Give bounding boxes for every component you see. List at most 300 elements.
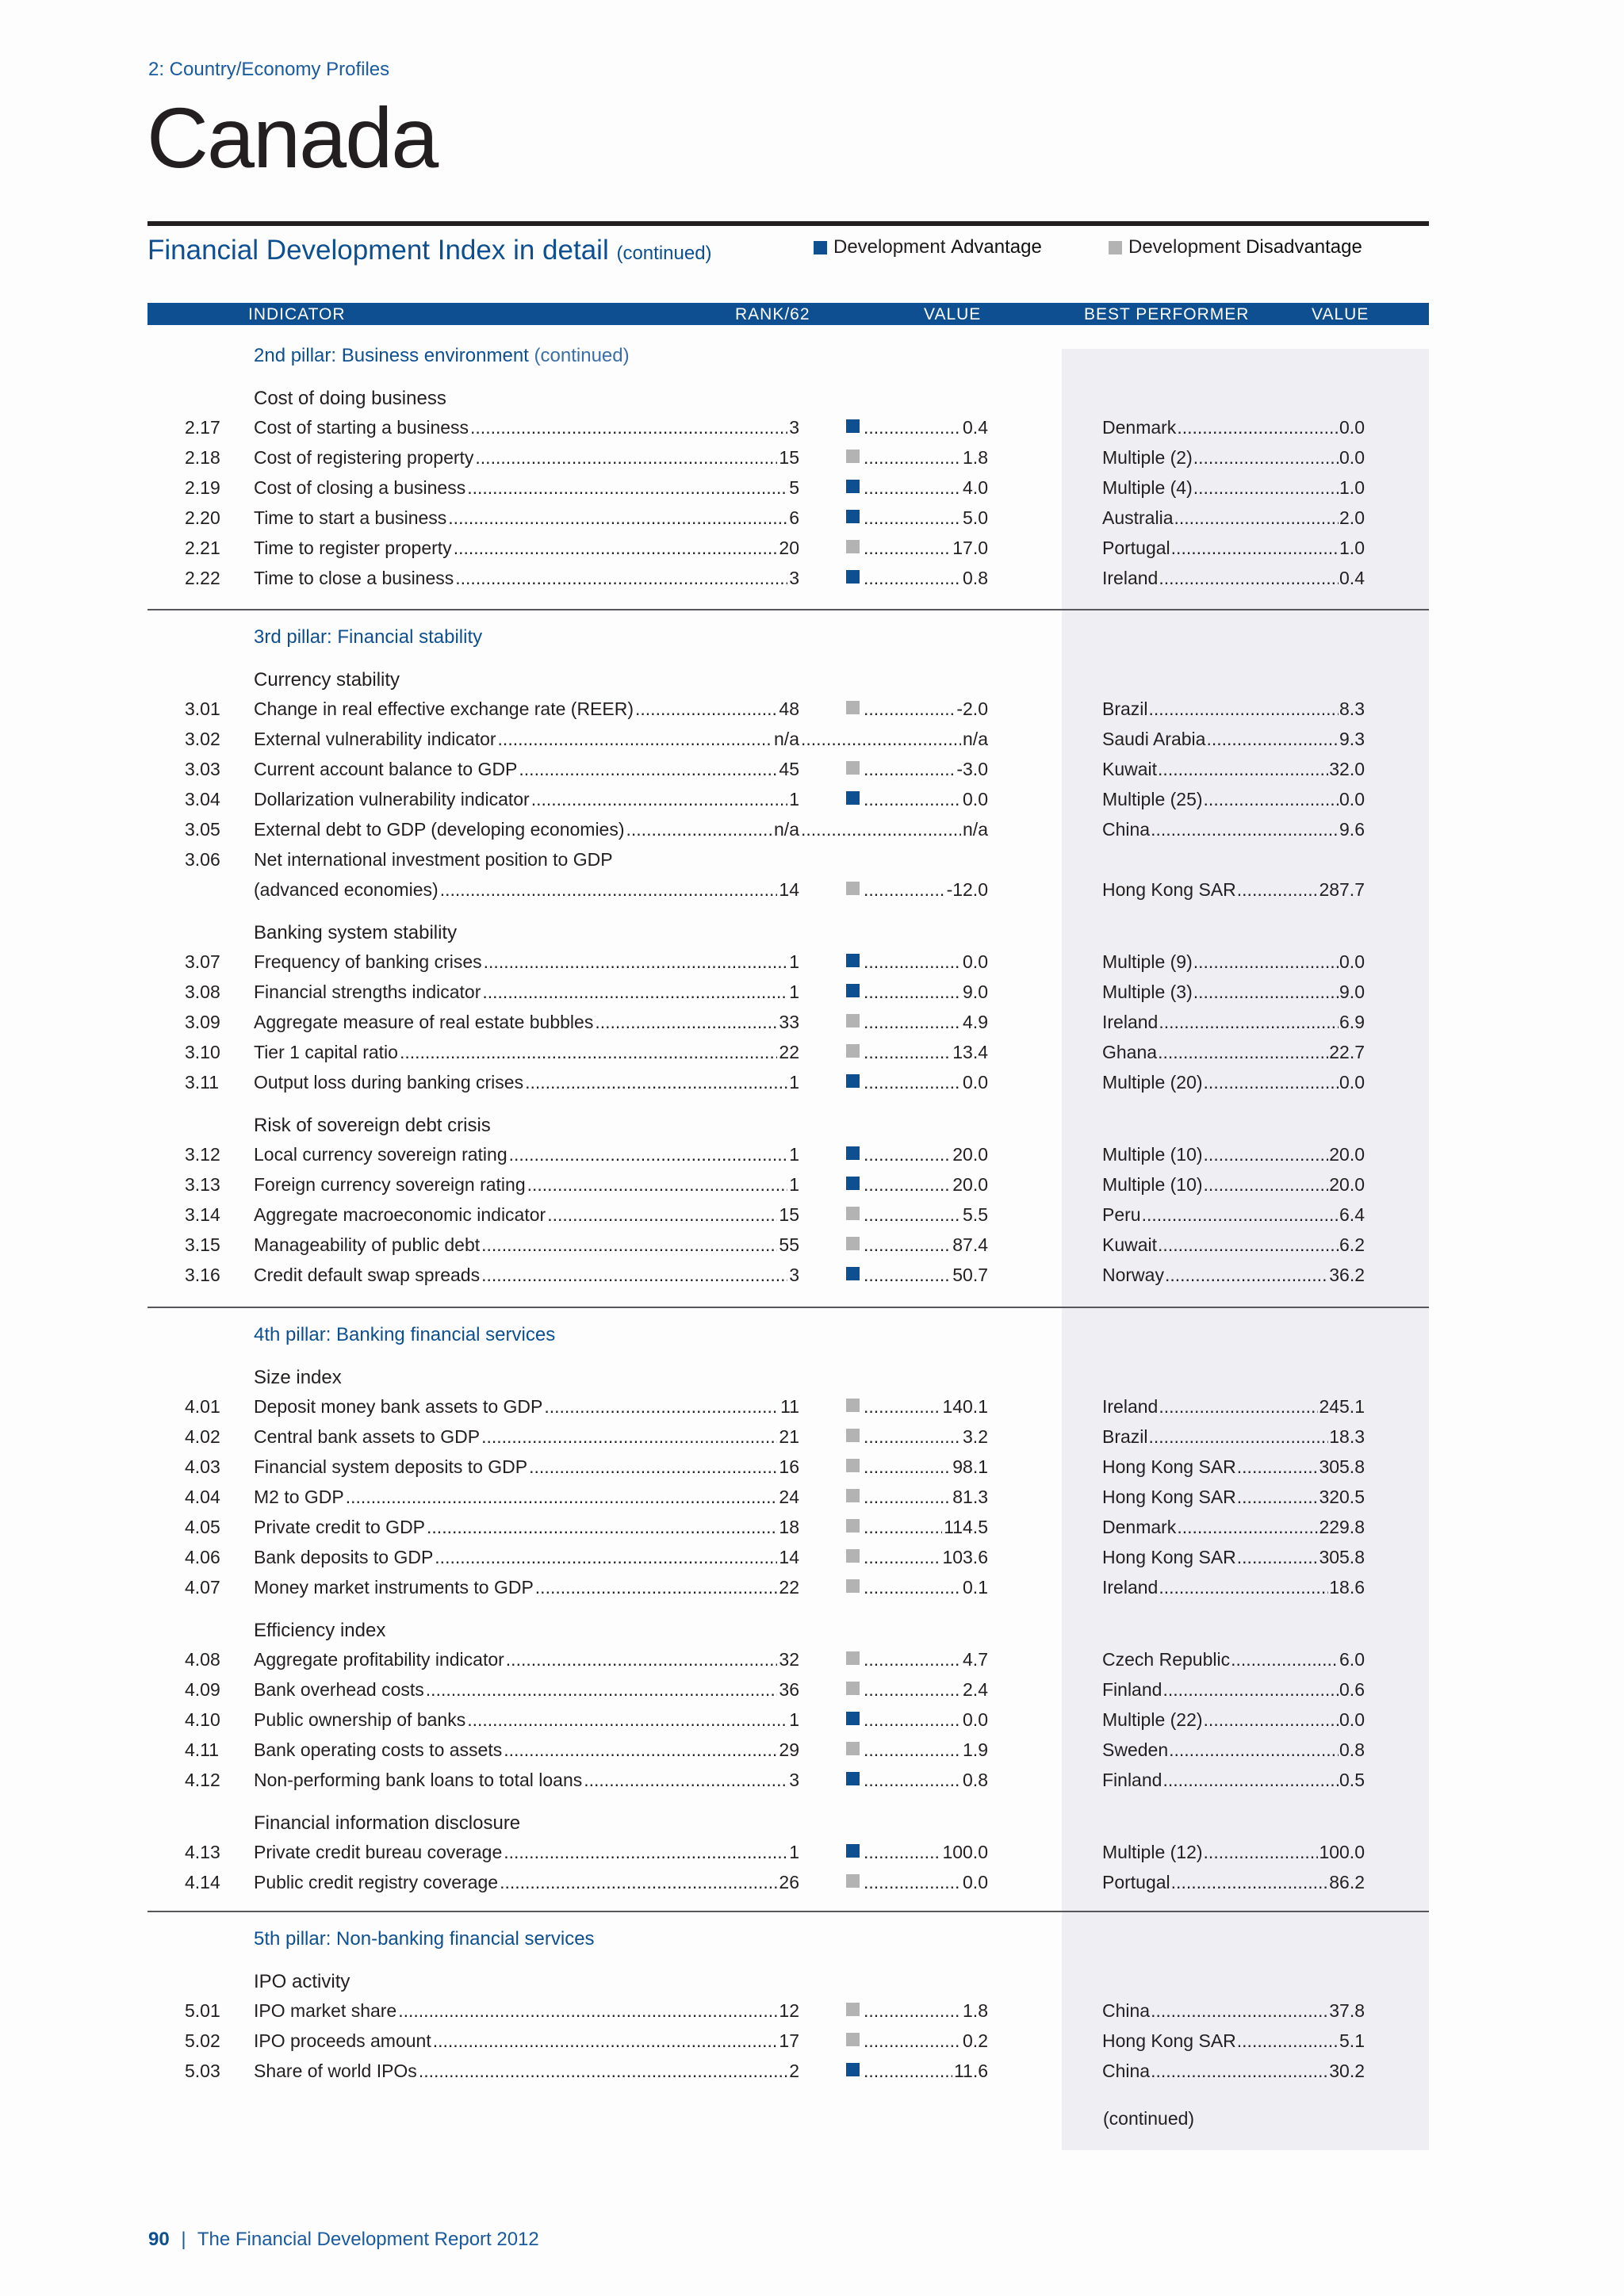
disadvantage-square-icon	[846, 701, 860, 714]
table-row	[0, 2061, 1624, 2089]
indicator-number: 3.03	[185, 759, 220, 779]
leader-dots	[626, 819, 773, 840]
leader-dots	[864, 538, 951, 559]
best-performer-name: Multiple (12)	[1102, 1842, 1203, 1862]
leader-dots	[864, 1426, 961, 1448]
disadvantage-square-icon	[846, 1459, 860, 1472]
leader-dots	[864, 789, 961, 810]
value-field	[864, 1517, 988, 1538]
rank-value: 32	[779, 1649, 799, 1670]
indicator-label-text: Time to register property	[254, 538, 452, 558]
indicator-label-text: Financial system deposits to GDP	[254, 1456, 528, 1477]
leader-dots	[467, 1709, 787, 1731]
disadvantage-square-icon	[846, 540, 860, 553]
rank-value: 17	[779, 2030, 799, 2051]
value-field	[864, 1042, 988, 1063]
page-footer	[148, 2229, 539, 2251]
rank-value: 3	[789, 1770, 799, 1790]
indicator-value: 0.0	[963, 1709, 988, 1730]
indicator-label	[254, 698, 799, 720]
report-title: The Financial Development Report 2012	[197, 2229, 539, 2250]
table-row	[0, 1072, 1624, 1100]
best-performer	[1102, 1487, 1365, 1508]
table-row	[0, 1739, 1624, 1768]
advantage-square-icon	[846, 954, 860, 967]
best-performer-name: Hong Kong SAR	[1102, 1487, 1236, 1507]
best-performer-value: 6.2	[1339, 1234, 1365, 1255]
leader-dots	[595, 1012, 777, 1033]
best-performer	[1102, 1649, 1365, 1670]
table-row	[0, 729, 1624, 757]
best-performer-name: Multiple (2)	[1102, 447, 1193, 468]
leader-dots	[506, 1649, 778, 1670]
best-performer-name: Australia	[1102, 507, 1174, 528]
value-field	[864, 477, 988, 499]
leader-dots	[864, 951, 961, 973]
indicator-value: 0.8	[963, 1770, 988, 1790]
advantage-square-icon	[846, 570, 860, 584]
best-performer-value: 0.0	[1339, 951, 1365, 972]
disadvantage-square-icon	[846, 1044, 860, 1058]
header-rank: RANK/62	[735, 305, 810, 323]
leader-dots	[547, 1204, 777, 1226]
indicator-value: 11.6	[953, 2061, 988, 2081]
pillar-title	[254, 1928, 595, 1950]
group-heading: IPO activity	[254, 1971, 350, 1992]
leader-dots	[504, 1739, 777, 1761]
leader-dots	[801, 729, 961, 750]
leader-dots	[535, 1577, 778, 1598]
best-performer-value: 305.8	[1319, 1456, 1365, 1477]
rank-value: 1	[789, 1174, 799, 1195]
table-row	[0, 819, 1624, 848]
best-performer-name: Denmark	[1102, 417, 1177, 438]
disadvantage-square-icon	[846, 1579, 860, 1593]
header-value: VALUE	[924, 305, 982, 323]
value-field	[864, 2000, 988, 2022]
rank-value: 2	[789, 2061, 799, 2081]
indicator-label	[254, 879, 799, 901]
leader-dots	[1204, 1072, 1339, 1093]
best-performer	[1102, 1709, 1365, 1731]
indicator-label	[254, 447, 799, 469]
table-row	[0, 1456, 1624, 1485]
section-divider	[147, 1307, 1429, 1308]
table-row	[0, 1577, 1624, 1605]
indicator-number: 5.01	[185, 2000, 220, 2021]
best-performer-value: 0.4	[1339, 568, 1365, 588]
indicator-label-text: Output loss during banking crises	[254, 1072, 524, 1093]
leader-dots	[864, 1709, 961, 1731]
value-field	[864, 951, 988, 973]
best-performer-value: 2.0	[1339, 507, 1365, 528]
value-field	[864, 1547, 988, 1568]
indicator-label-text: (advanced economies)	[254, 879, 439, 900]
legend-advantage	[814, 236, 1042, 258]
best-performer	[1102, 447, 1365, 469]
value-field	[864, 1679, 988, 1701]
indicator-number: 3.01	[185, 698, 220, 719]
best-performer-value: 305.8	[1319, 1547, 1365, 1567]
best-performer-name: Saudi Arabia	[1102, 729, 1206, 749]
indicator-value: 17.0	[952, 538, 988, 558]
best-performer-name: Multiple (22)	[1102, 1709, 1203, 1730]
leader-dots	[864, 1042, 951, 1063]
table-header	[147, 303, 1429, 325]
indicator-label	[254, 1517, 799, 1538]
indicator-value: -3.0	[956, 759, 988, 779]
leader-dots	[1237, 1487, 1319, 1508]
leader-dots	[1158, 1234, 1339, 1256]
rank-value: 1	[789, 789, 799, 809]
best-performer-value: 320.5	[1319, 1487, 1365, 1507]
table-row	[0, 1517, 1624, 1545]
disadvantage-square-icon	[846, 1549, 860, 1563]
indicator-number: 4.12	[185, 1770, 220, 1790]
rank-value: 3	[789, 417, 799, 438]
rank-value: 14	[779, 1547, 799, 1567]
leader-dots	[398, 2000, 777, 2022]
advantage-swatch-icon	[814, 241, 827, 254]
best-performer	[1102, 1012, 1365, 1033]
indicator-number: 3.08	[185, 982, 220, 1002]
leader-dots	[864, 568, 961, 589]
indicator-label	[254, 1649, 799, 1670]
indicator-value: 4.9	[963, 1012, 988, 1032]
best-performer-name: Ireland	[1102, 1012, 1159, 1032]
indicator-number: 3.11	[185, 1072, 220, 1093]
indicator-label	[254, 568, 799, 589]
best-performer-value: 32.0	[1329, 759, 1365, 779]
leader-dots	[454, 538, 778, 559]
rank-value: 15	[779, 1204, 799, 1225]
leader-dots	[519, 759, 777, 780]
leader-dots	[1151, 2000, 1328, 2022]
leader-dots	[864, 1174, 951, 1196]
best-performer	[1102, 1265, 1365, 1286]
best-performer-value: 0.0	[1339, 1072, 1365, 1093]
indicator-label-text: Public credit registry coverage	[254, 1872, 499, 1892]
value-field	[864, 1872, 988, 1893]
leader-dots	[864, 2030, 961, 2052]
disadvantage-square-icon	[846, 1014, 860, 1027]
indicator-number: 4.11	[185, 1739, 220, 1760]
indicator-value: 81.3	[952, 1487, 988, 1507]
disadvantage-square-icon	[846, 1742, 860, 1755]
indicator-value: -2.0	[956, 698, 988, 719]
indicator-number: 3.06	[185, 849, 220, 870]
best-performer-name: Multiple (10)	[1102, 1144, 1203, 1165]
best-performer	[1102, 1577, 1365, 1598]
rank-value: n/a	[774, 729, 799, 749]
rank-value: 6	[789, 507, 799, 528]
indicator-label	[254, 1872, 799, 1893]
section-divider	[147, 609, 1429, 610]
rank-value: n/a	[774, 819, 799, 840]
indicator-number: 3.04	[185, 789, 220, 809]
leader-dots	[1158, 759, 1328, 780]
best-performer	[1102, 951, 1365, 973]
leader-dots	[1159, 568, 1339, 589]
best-performer-value: 9.6	[1339, 819, 1365, 840]
indicator-number: 3.07	[185, 951, 220, 972]
leader-dots	[482, 982, 787, 1003]
section-title	[147, 235, 712, 266]
best-performer	[1102, 1144, 1365, 1165]
advantage-square-icon	[846, 1844, 860, 1858]
indicator-label-text: Private credit to GDP	[254, 1517, 426, 1537]
value-field	[864, 982, 988, 1003]
leader-dots	[467, 477, 787, 499]
best-performer	[1102, 819, 1365, 840]
table-row	[0, 1144, 1624, 1173]
best-performer	[1102, 1456, 1365, 1478]
disadvantage-square-icon	[846, 882, 860, 895]
table-row	[0, 1842, 1624, 1870]
indicator-label-text: Cost of starting a business	[254, 417, 469, 438]
indicator-value: 103.6	[942, 1547, 988, 1567]
best-performer-name: China	[1102, 819, 1151, 840]
pillar-title-text: 4th pillar: Banking financial services	[254, 1324, 556, 1345]
indicator-label	[254, 1426, 799, 1448]
indicator-label	[254, 819, 799, 840]
leader-dots	[481, 1234, 777, 1256]
indicator-label-text: Credit default swap spreads	[254, 1265, 481, 1285]
indicator-label-text: Private credit bureau coverage	[254, 1842, 503, 1862]
indicator-label-text: Current account balance to GDP	[254, 759, 518, 779]
indicator-label-text: External debt to GDP (developing economies)	[254, 819, 625, 840]
best-performer	[1102, 417, 1365, 438]
disadvantage-square-icon	[846, 1237, 860, 1250]
indicator-value: 0.8	[963, 568, 988, 588]
table-row	[0, 507, 1624, 536]
best-performer-value: 0.0	[1339, 417, 1365, 438]
indicator-label-text: Time to start a business	[254, 507, 447, 528]
best-performer-value: 0.0	[1339, 447, 1365, 468]
best-performer	[1102, 789, 1365, 810]
indicator-number: 5.03	[185, 2061, 220, 2081]
indicator-label-text: Aggregate macroeconomic indicator	[254, 1204, 546, 1225]
table-row	[0, 2000, 1624, 2029]
indicator-label	[254, 951, 799, 973]
value-field	[864, 1649, 988, 1670]
table-row	[0, 698, 1624, 727]
leader-dots	[864, 1234, 951, 1256]
indicator-label-text: Aggregate profitability indicator	[254, 1649, 504, 1670]
indicator-number: 4.03	[185, 1456, 220, 1477]
best-performer-value: 30.2	[1329, 2061, 1365, 2081]
breadcrumb: 2: Country/Economy Profiles	[148, 59, 390, 80]
pillar-title-text: 2nd pillar: Business environment	[254, 345, 529, 366]
indicator-value: 2.4	[963, 1679, 988, 1700]
indicator-label	[254, 1265, 799, 1286]
indicator-label	[254, 2000, 799, 2022]
leader-dots	[1177, 417, 1339, 438]
value-field	[864, 698, 988, 720]
value-field	[864, 538, 988, 559]
indicator-value: 0.0	[963, 789, 988, 809]
rank-value: 11	[780, 1396, 799, 1417]
rank-value: 1	[789, 982, 799, 1002]
value-field	[799, 729, 988, 750]
indicator-label-text: Bank operating costs to assets	[254, 1739, 503, 1760]
leader-dots	[427, 1517, 777, 1538]
best-performer	[1102, 2061, 1365, 2082]
indicator-label-text: Dollarization vulnerability indicator	[254, 789, 530, 809]
advantage-square-icon	[846, 1146, 860, 1160]
disadvantage-square-icon	[846, 1489, 860, 1502]
best-performer-value: 9.0	[1339, 982, 1365, 1002]
best-performer-name: Multiple (20)	[1102, 1072, 1203, 1093]
leader-dots	[864, 879, 945, 901]
best-performer-name: Multiple (25)	[1102, 789, 1203, 809]
best-performer-value: 20.0	[1329, 1174, 1365, 1195]
indicator-number: 4.07	[185, 1577, 220, 1598]
value-field	[864, 1770, 988, 1791]
leader-dots	[1149, 698, 1339, 720]
pillar-title	[254, 345, 630, 367]
leader-dots	[864, 507, 961, 529]
best-performer	[1102, 538, 1365, 559]
advantage-square-icon	[846, 1267, 860, 1280]
indicator-label-text: Time to close a business	[254, 568, 454, 588]
leader-dots	[1158, 1042, 1328, 1063]
leader-dots	[1159, 1012, 1339, 1033]
best-performer-value: 1.0	[1339, 538, 1365, 558]
best-performer-name: Kuwait	[1102, 759, 1158, 779]
indicator-value: 0.1	[963, 1577, 988, 1598]
value-field	[864, 1709, 988, 1731]
rank-value: 21	[779, 1426, 799, 1447]
rank-value: 33	[779, 1012, 799, 1032]
best-performer-value: 0.8	[1339, 1739, 1365, 1760]
best-performer	[1102, 2000, 1365, 2022]
best-performer-value: 37.8	[1329, 2000, 1365, 2021]
table-row	[0, 417, 1624, 446]
leader-dots	[801, 819, 961, 840]
indicator-label	[254, 982, 799, 1003]
value-field	[864, 2061, 988, 2082]
leader-dots	[531, 789, 787, 810]
indicator-value: 5.5	[963, 1204, 988, 1225]
leader-dots	[1206, 729, 1339, 750]
indicator-label	[254, 1770, 799, 1791]
rank-value: 15	[779, 447, 799, 468]
value-field	[864, 447, 988, 469]
indicator-number: 3.05	[185, 819, 220, 840]
indicator-value: 1.8	[963, 2000, 988, 2021]
indicator-value: 98.1	[952, 1456, 988, 1477]
indicator-number: 2.19	[185, 477, 220, 498]
value-field	[864, 1144, 988, 1165]
disadvantage-square-icon	[846, 1682, 860, 1695]
leader-dots	[864, 2000, 961, 2022]
group-heading: Cost of doing business	[254, 388, 446, 409]
best-performer-value: 5.1	[1339, 2030, 1365, 2051]
indicator-label-text: Central bank assets to GDP	[254, 1426, 481, 1447]
indicator-label	[254, 2061, 799, 2082]
legend-advantage-prefix: Development	[833, 236, 952, 258]
indicator-label-text: Manageability of public debt	[254, 1234, 481, 1255]
table-row	[0, 447, 1624, 476]
table-row	[0, 759, 1624, 787]
disadvantage-square-icon	[846, 1519, 860, 1533]
leader-dots	[1193, 447, 1339, 469]
best-performer-value: 8.3	[1339, 698, 1365, 719]
table-row	[0, 568, 1624, 596]
indicator-value: 0.0	[963, 1072, 988, 1093]
leader-dots	[433, 2030, 778, 2052]
rank-value: 12	[779, 2000, 799, 2021]
disadvantage-square-icon	[846, 1874, 860, 1888]
leader-dots	[426, 1679, 778, 1701]
rank-value: 1	[789, 1072, 799, 1093]
value-field	[864, 417, 988, 438]
leader-dots	[1193, 951, 1339, 973]
best-performer	[1102, 1204, 1365, 1226]
leader-dots	[1169, 1739, 1339, 1761]
indicator-label	[254, 729, 799, 750]
value-field	[864, 507, 988, 529]
leader-dots	[864, 447, 961, 469]
section-title-note: (continued)	[616, 243, 712, 264]
header-indicator: INDICATOR	[248, 305, 346, 323]
best-performer	[1102, 1396, 1365, 1418]
table-row	[0, 1770, 1624, 1798]
rank-value: 24	[779, 1487, 799, 1507]
disadvantage-square-icon	[846, 2003, 860, 2016]
indicator-value: 0.2	[963, 2030, 988, 2051]
value-field	[864, 1396, 988, 1418]
table-row	[0, 2030, 1624, 2059]
best-performer-value: 0.0	[1339, 1709, 1365, 1730]
indicator-number: 2.17	[185, 417, 220, 438]
leader-dots	[1204, 1709, 1339, 1731]
indicator-number: 4.02	[185, 1426, 220, 1447]
leader-dots	[400, 1042, 777, 1063]
value-field	[864, 1842, 988, 1863]
best-performer-name: Kuwait	[1102, 1234, 1158, 1255]
rank-value: 1	[789, 1842, 799, 1862]
indicator-value: 0.0	[963, 1872, 988, 1892]
best-performer-name: Multiple (9)	[1102, 951, 1193, 972]
value-field	[864, 1739, 988, 1761]
indicator-number: 2.22	[185, 568, 220, 588]
indicator-label	[254, 1012, 799, 1033]
best-performer-value: 9.3	[1339, 729, 1365, 749]
disadvantage-square-icon	[846, 1207, 860, 1220]
best-performer-value: 0.0	[1339, 789, 1365, 809]
leader-dots	[864, 1456, 951, 1478]
rank-value: 36	[779, 1679, 799, 1700]
leader-dots	[1237, 1547, 1319, 1568]
leader-dots	[864, 1396, 940, 1418]
indicator-number: 3.09	[185, 1012, 220, 1032]
indicator-value: 114.5	[944, 1517, 988, 1537]
leader-dots	[440, 879, 778, 901]
indicator-label-text: Frequency of banking crises	[254, 951, 482, 972]
indicator-label-text: Deposit money bank assets to GDP	[254, 1396, 543, 1417]
value-field	[864, 1234, 988, 1256]
indicator-label	[254, 1174, 799, 1196]
indicator-number: 5.02	[185, 2030, 220, 2051]
leader-dots	[1204, 1144, 1329, 1165]
table-row	[0, 1709, 1624, 1738]
indicator-label	[254, 477, 799, 499]
best-performer-name: Hong Kong SAR	[1102, 1547, 1236, 1567]
best-performer	[1102, 1872, 1365, 1893]
indicator-label	[254, 1739, 799, 1761]
